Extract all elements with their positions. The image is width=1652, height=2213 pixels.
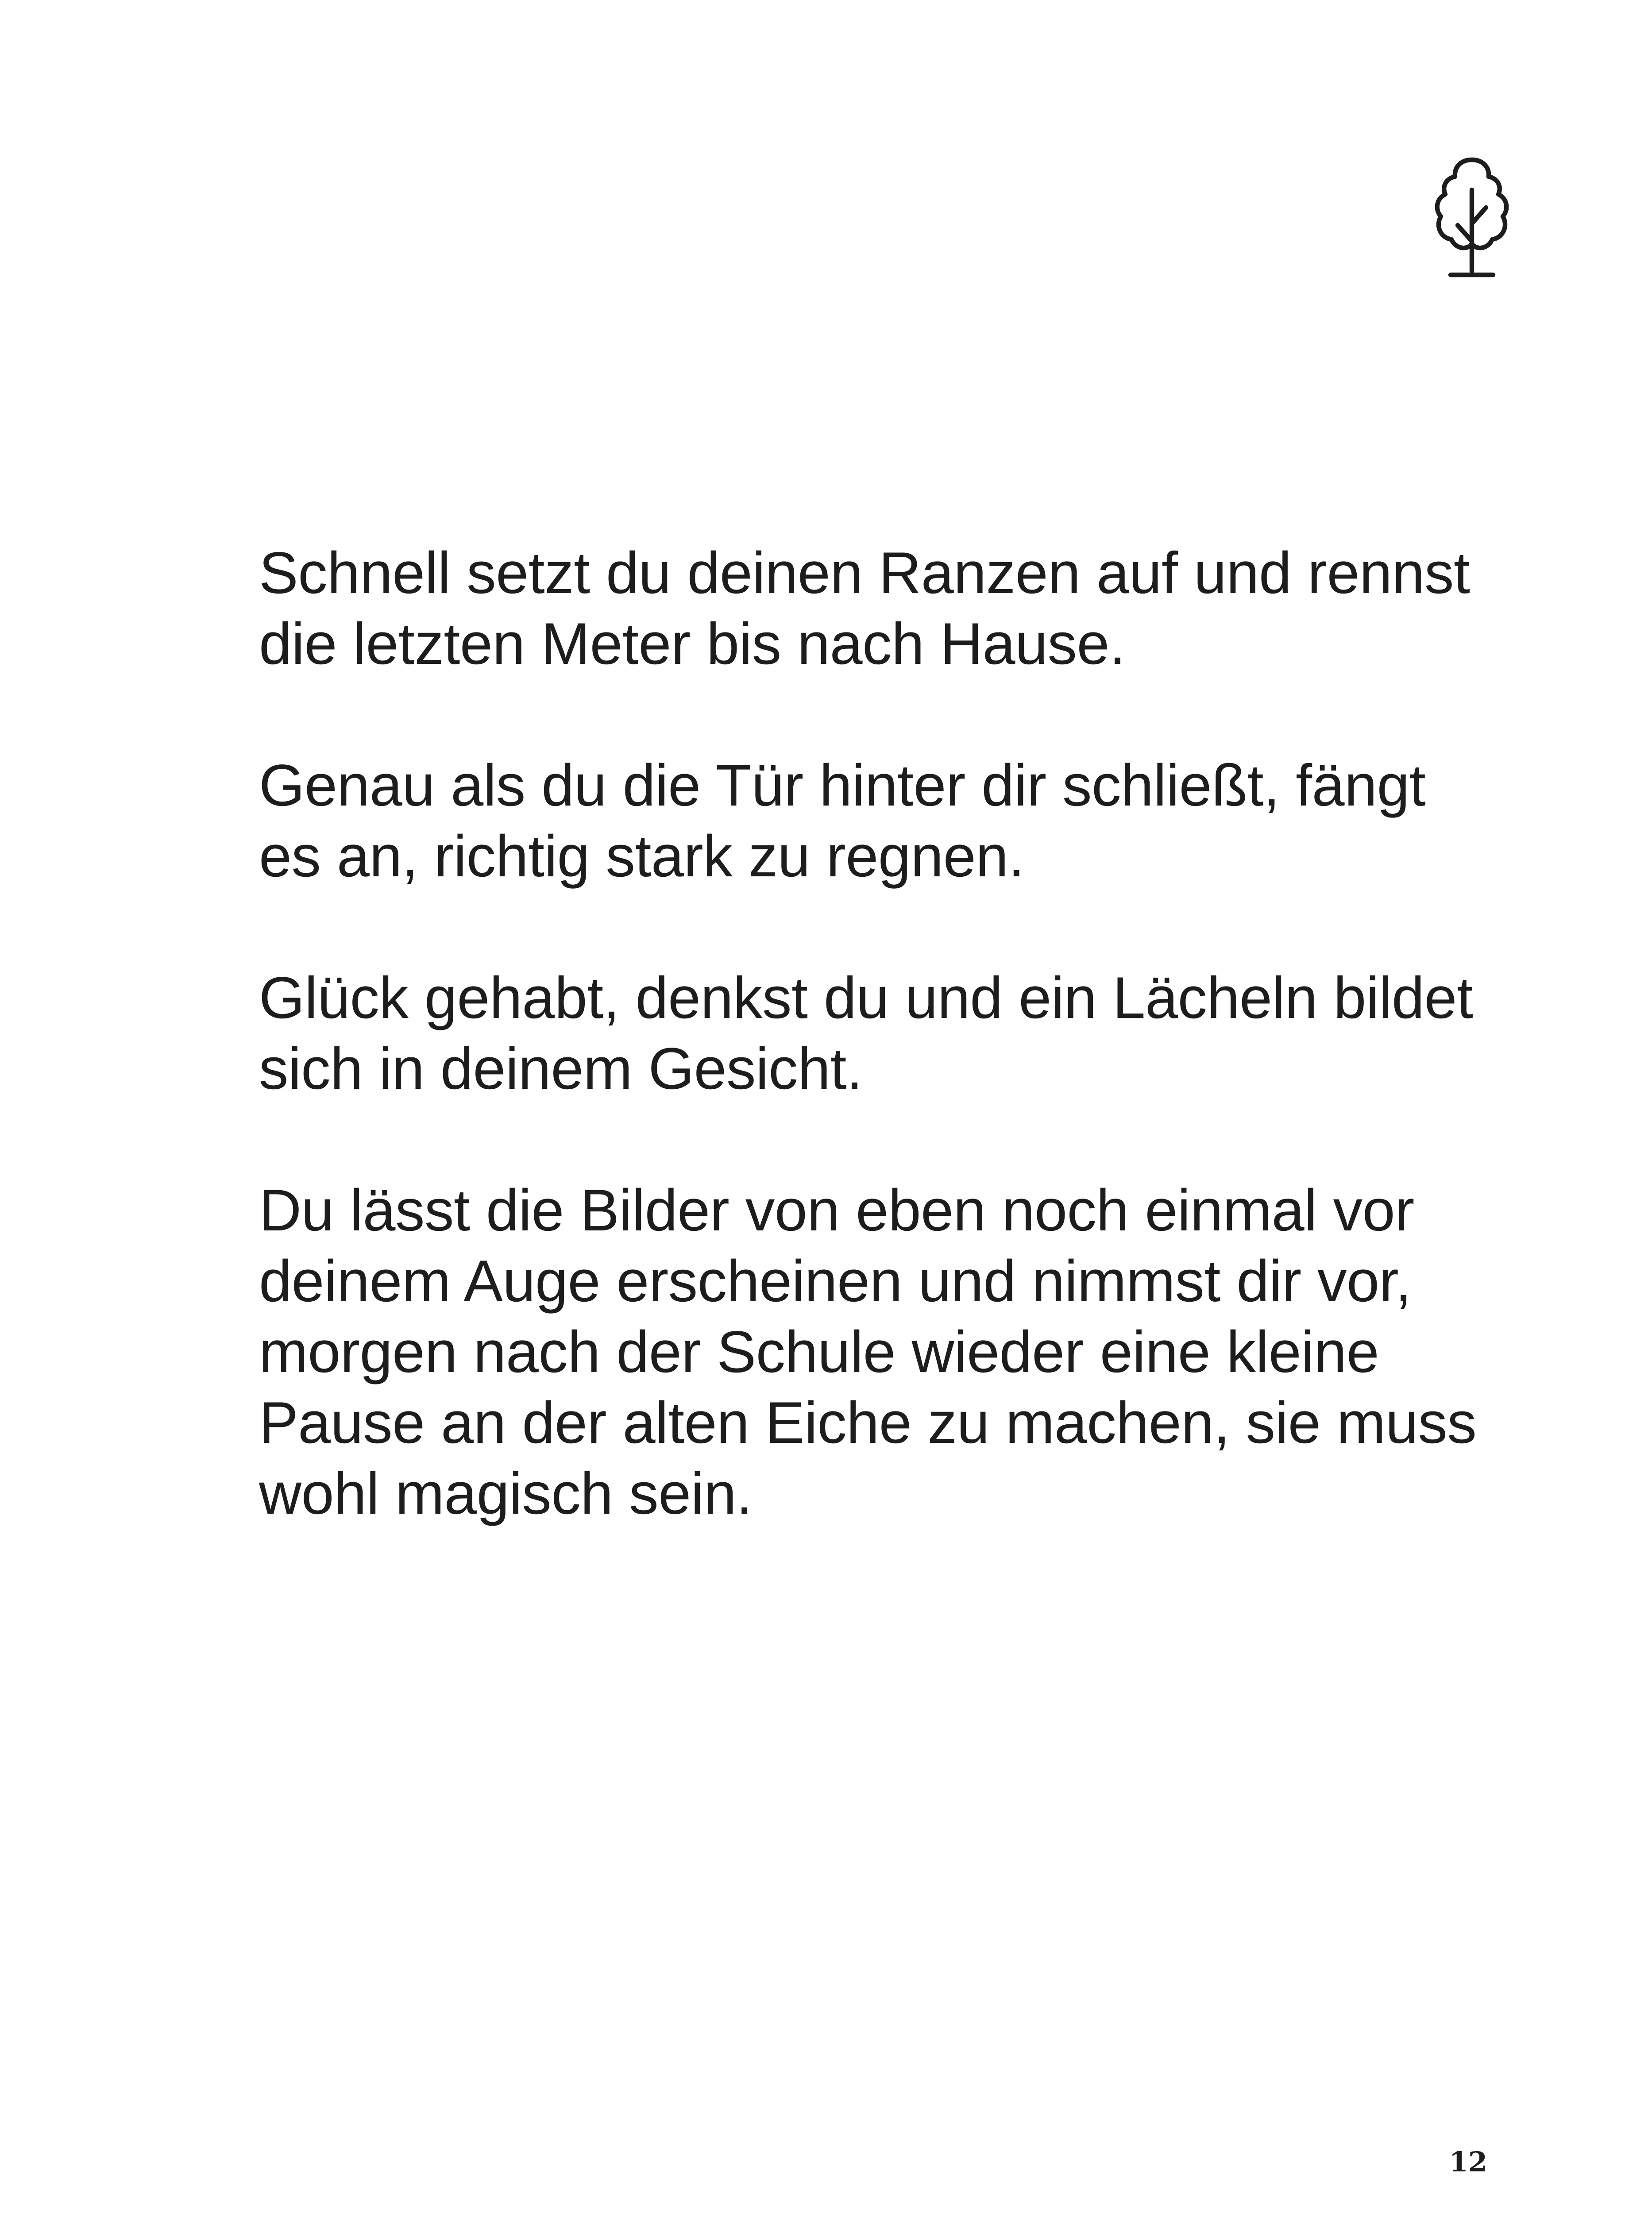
text-line: Pause an der alten Eiche zu machen, sie muss bbox=[259, 1390, 1477, 1456]
text-line: sich in deinem Gesicht. bbox=[259, 1036, 863, 1102]
text-line: Glück gehabt, denkst du und ein Lächeln bildet bbox=[259, 965, 1473, 1031]
text-line: deinem Auge erscheinen und nimmst dir vor, bbox=[259, 1249, 1412, 1314]
text-line: Du lässt die Bilder von eben noch einmal vor bbox=[259, 1178, 1414, 1243]
paragraph-4 bbox=[259, 1175, 1552, 1529]
page-number: 12 bbox=[1449, 2146, 1487, 2178]
text-line: es an, richtig stark zu regnen. bbox=[259, 824, 1025, 889]
text-line: morgen nach der Schule wieder eine kleine bbox=[259, 1319, 1379, 1385]
text-line: wohl magisch sein. bbox=[259, 1461, 753, 1527]
paragraph-2 bbox=[259, 750, 1552, 892]
paragraph-3 bbox=[259, 963, 1552, 1104]
text-line: Genau als du die Tür hinter dir schließt, fängt bbox=[259, 753, 1426, 818]
story-text bbox=[259, 538, 1552, 1600]
text-line: Schnell setzt du deinen Ranzen auf und rennst bbox=[259, 540, 1470, 606]
tree-icon bbox=[1428, 153, 1516, 285]
paragraph-1 bbox=[259, 538, 1552, 679]
text-line: die letzten Meter bis nach Hause. bbox=[259, 611, 1126, 677]
